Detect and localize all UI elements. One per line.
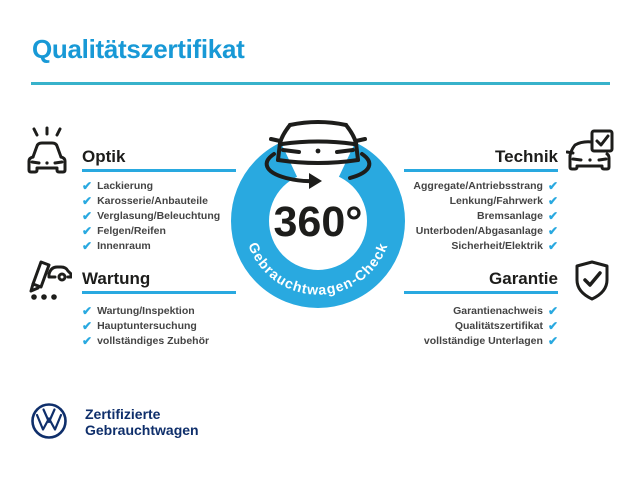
checklist-item <box>82 239 220 254</box>
checklist-item <box>82 334 209 349</box>
checklist-item <box>424 334 558 349</box>
checklist-item-label: Verglasung/Beleuchtung <box>97 210 221 222</box>
checklist-garantie <box>424 304 558 349</box>
service-checklist-icon <box>22 257 72 303</box>
checklist-item <box>451 239 558 254</box>
check-icon: ✔ <box>547 334 558 348</box>
360-badge <box>208 108 430 340</box>
checklist-item-label: Qualitätszertifikat <box>454 320 543 332</box>
check-icon: ✔ <box>82 209 93 223</box>
checklist-item-label: vollständige Unterlagen <box>423 335 543 347</box>
checklist-item <box>82 194 220 209</box>
section-heading-wartung: Wartung <box>82 269 151 288</box>
section-heading-garantie: Garantie <box>489 269 558 288</box>
checklist-item-label: Felgen/Reifen <box>97 225 166 237</box>
checklist-item <box>416 224 558 239</box>
check-icon: ✔ <box>547 224 558 238</box>
checklist-item <box>413 179 558 194</box>
checklist-item-label: Lenkung/Fahrwerk <box>449 195 543 207</box>
checklist-item-label: Lackierung <box>97 180 154 192</box>
check-icon: ✔ <box>82 319 93 333</box>
check-icon: ✔ <box>82 194 93 208</box>
footer-line2: Gebrauchtwagen <box>85 422 199 438</box>
checklist-item-label: Aggregate/Antriebsstrang <box>413 180 543 192</box>
checklist-item-label: Unterboden/Abgasanlage <box>415 225 543 237</box>
check-icon: ✔ <box>547 319 558 333</box>
shield-check-icon <box>574 260 610 301</box>
checklist-item <box>82 319 209 334</box>
checklist-item <box>477 209 558 224</box>
checklist-item-label: Wartung/Inspektion <box>97 305 195 317</box>
title-divider <box>31 82 610 85</box>
vw-logo <box>30 402 68 440</box>
checklist-item-label: Sicherheit/Elektrik <box>451 240 543 252</box>
car-front-shine-icon <box>23 126 71 176</box>
check-icon: ✔ <box>82 224 93 238</box>
check-icon: ✔ <box>547 194 558 208</box>
page-title: Qualitätszertifikat <box>32 34 245 64</box>
footer-line1: Zertifizierte <box>85 406 161 422</box>
check-icon: ✔ <box>547 239 558 253</box>
checklist-item <box>453 304 558 319</box>
checklist-item <box>82 304 209 319</box>
check-icon: ✔ <box>82 334 93 348</box>
checklist-item-label: Karosserie/Anbauteile <box>97 195 208 207</box>
checklist-item-label: Garantienachweis <box>453 305 543 317</box>
checklist-item <box>450 194 558 209</box>
checklist-item-label: Innenraum <box>97 240 151 252</box>
check-icon: ✔ <box>82 239 93 253</box>
checklist-item-label: Hauptuntersuchung <box>97 320 197 332</box>
section-heading-technik: Technik <box>495 147 558 166</box>
check-icon: ✔ <box>547 209 558 223</box>
section-heading-optik: Optik <box>82 147 126 166</box>
check-icon: ✔ <box>82 304 93 318</box>
checklist-technik <box>413 179 558 254</box>
checklist-item <box>82 179 220 194</box>
check-icon: ✔ <box>547 179 558 193</box>
check-icon: ✔ <box>547 304 558 318</box>
checklist-item <box>82 209 220 224</box>
check-icon: ✔ <box>82 179 93 193</box>
car-checkbox-icon <box>566 128 614 174</box>
footer-label <box>85 406 199 438</box>
checklist-optik <box>82 179 220 254</box>
checklist-wartung <box>82 304 209 349</box>
checklist-item-label: Bremsanlage <box>476 210 543 222</box>
checklist-item <box>455 319 558 334</box>
ring-text: Gebrauchtwagen-Check <box>245 239 391 298</box>
checklist-item-label: vollständiges Zubehör <box>97 335 210 347</box>
checklist-item <box>82 224 220 239</box>
degree-label: 360° <box>273 198 363 246</box>
